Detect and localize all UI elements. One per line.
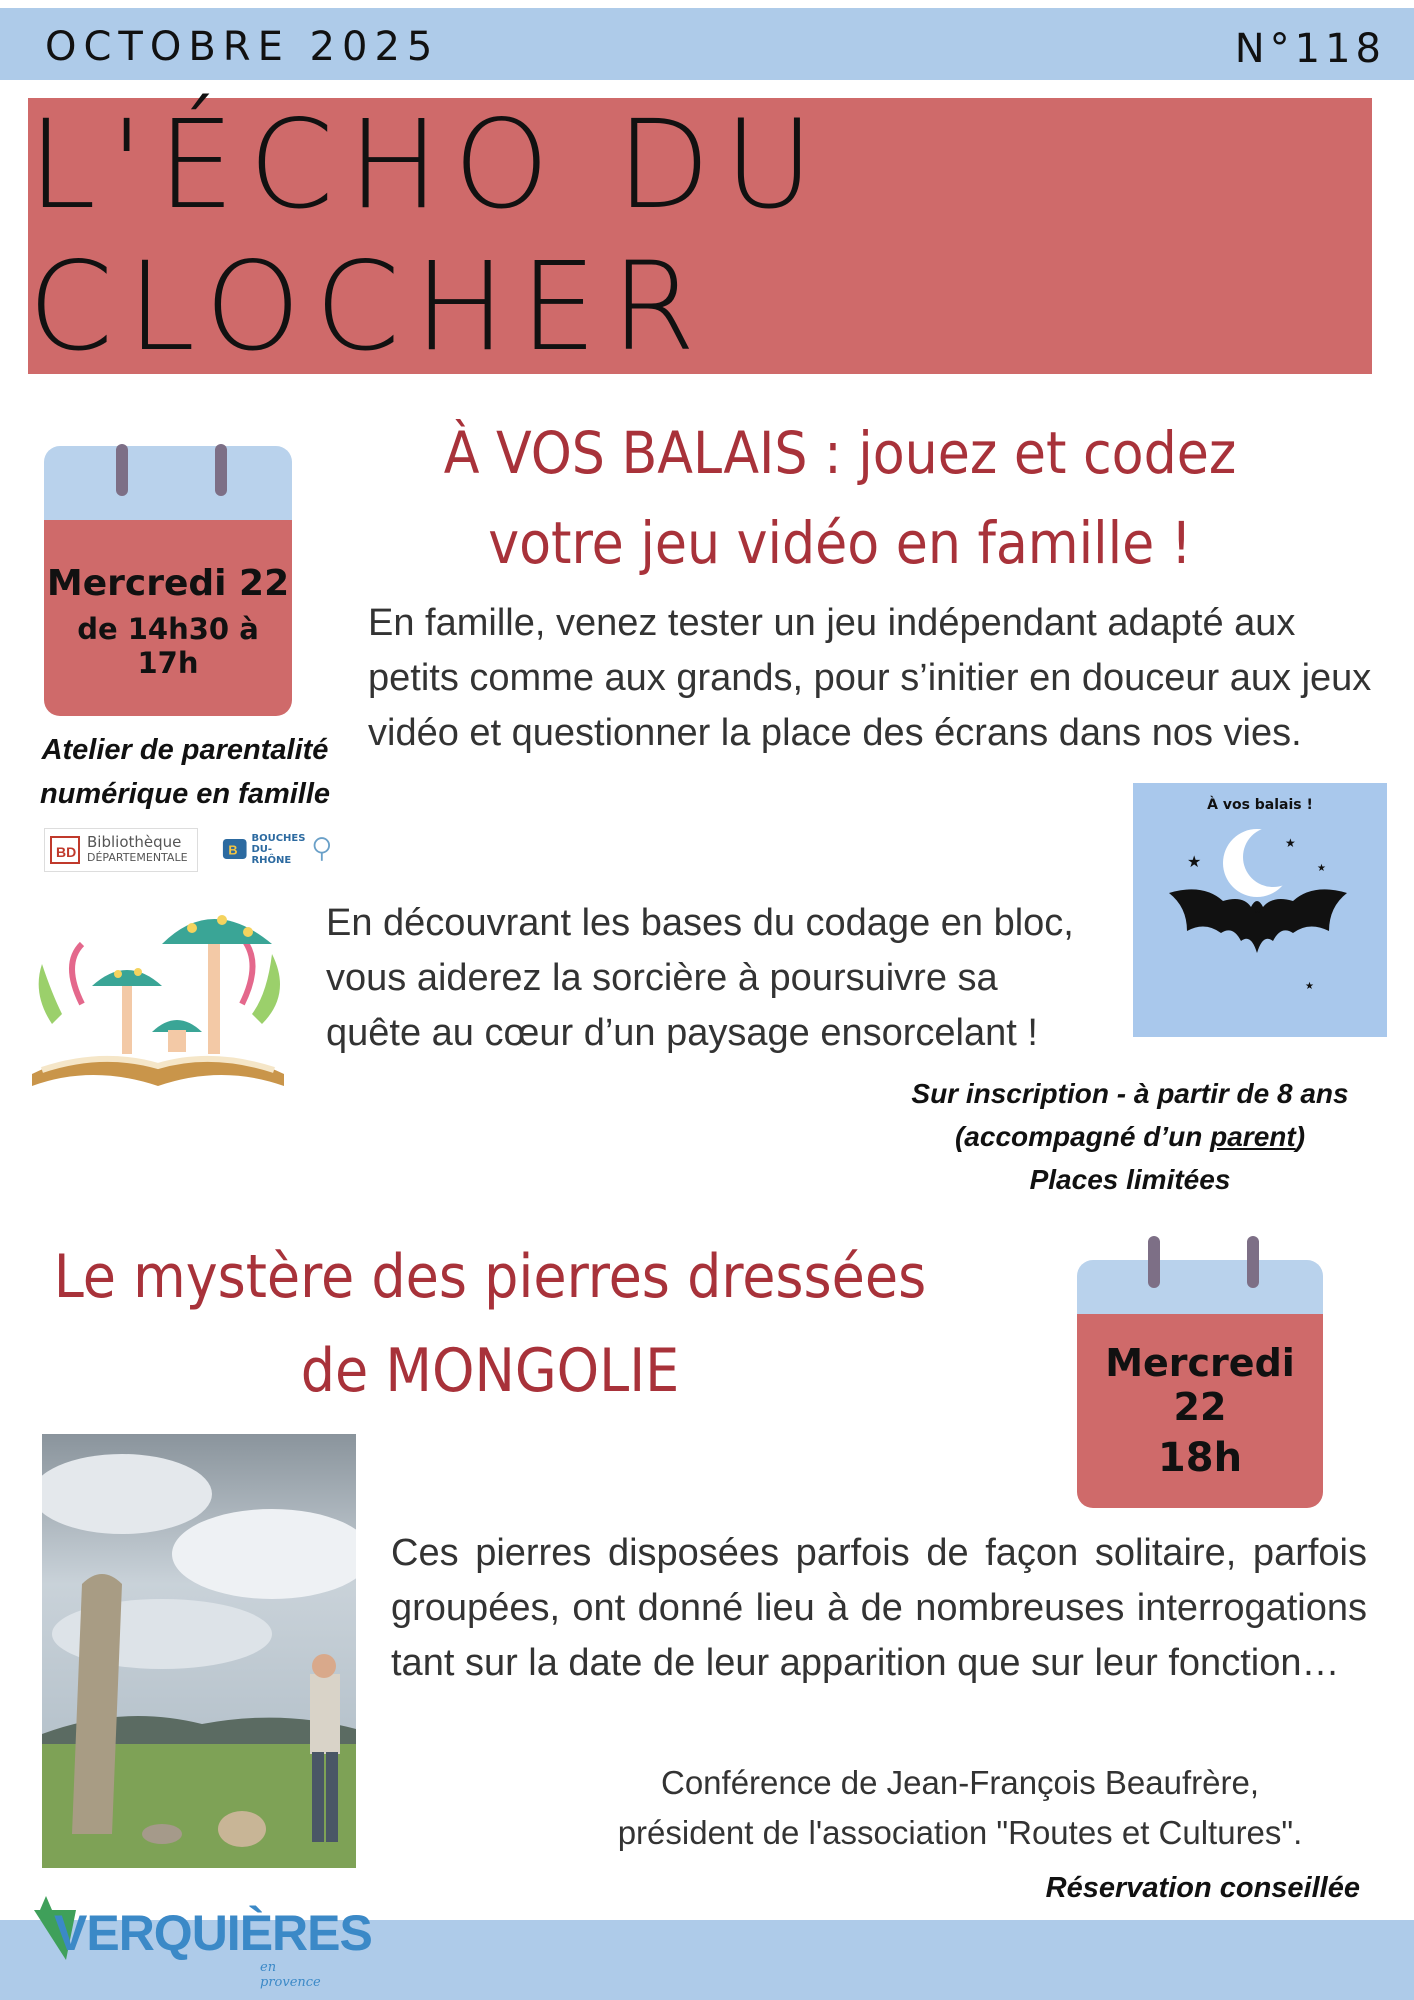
registration-line: Places limitées bbox=[1029, 1164, 1231, 1195]
calendar-icon bbox=[44, 446, 292, 716]
registration-info bbox=[860, 1072, 1400, 1201]
logo-departement bbox=[222, 832, 334, 866]
registration-line: Sur inscription - à partir de 8 ans bbox=[911, 1078, 1349, 1109]
subtitle-line: Atelier de parentalité bbox=[41, 734, 329, 766]
event2-title bbox=[30, 1230, 950, 1418]
registration-text: (accompagné d’un bbox=[954, 1121, 1211, 1152]
calendar-time: de 14h30 à 17h bbox=[77, 611, 259, 680]
standing-stone-photo bbox=[42, 1434, 356, 1868]
subtitle-line: numérique en famille bbox=[39, 778, 331, 810]
library-icon bbox=[49, 833, 83, 867]
registration-text: ) bbox=[1295, 1121, 1306, 1152]
workshop-subtitle bbox=[20, 728, 350, 816]
text-line: quête au cœur d’un paysage ensorcelant ! bbox=[326, 1012, 1038, 1054]
event2-description: Ces pierres disposées parfois de façon solitaire, parfois groupées, ont donné lieu à de nombreuses interrogations tant sur la date de leur apparition que sur leur fonction… bbox=[391, 1532, 1367, 1684]
calendar-ring-left bbox=[1148, 1236, 1160, 1288]
logo-wordmark: VERQUIÈRES bbox=[54, 1905, 372, 1961]
mushroom-book-illustration bbox=[22, 904, 294, 1094]
svg-text:★: ★ bbox=[1285, 836, 1296, 850]
event1-title bbox=[340, 408, 1340, 588]
calendar-icon bbox=[1077, 1260, 1323, 1508]
svg-text:★: ★ bbox=[1187, 852, 1202, 871]
logo-text: DU-RHÔNE bbox=[251, 843, 292, 866]
svg-text:★: ★ bbox=[1317, 863, 1326, 874]
event1-coding-description bbox=[326, 896, 1126, 1061]
logo-tagline: en provence bbox=[260, 1960, 321, 1990]
game-cover-image bbox=[1133, 783, 1387, 1037]
logo-bibliotheque bbox=[44, 828, 198, 872]
speaker-line: Conférence de Jean-François Beaufrère, bbox=[661, 1764, 1259, 1801]
mushroom-icon bbox=[22, 904, 294, 1094]
svg-text:BD: BD bbox=[56, 844, 77, 860]
svg-text:★: ★ bbox=[1305, 981, 1314, 992]
speaker-line: président de l'association "Routes et Cultures". bbox=[617, 1814, 1303, 1851]
calendar-day: Mercredi 22 bbox=[1105, 1341, 1295, 1429]
speaker-info bbox=[560, 1758, 1360, 1858]
logo-text: DÉPARTEMENTALE bbox=[87, 851, 188, 864]
calendar-time: 18h bbox=[1157, 1435, 1243, 1481]
event1-description: En famille, venez tester un jeu indépendant adapté aux petits comme aux grands, pour s’initier en douceur aux jeux vidéo et questionner la place des écrans dans nos vies. bbox=[368, 602, 1372, 754]
landscape-photo-icon bbox=[42, 1434, 356, 1868]
logo-text: BOUCHES bbox=[251, 832, 306, 844]
event2-title-line: Le mystère des pierres dressées bbox=[53, 1242, 927, 1312]
bat-moon-icon bbox=[1133, 783, 1387, 1037]
svg-text:★: ★ bbox=[1253, 905, 1262, 916]
newsletter-title: L'ÉCHO DU CLOCHER bbox=[28, 94, 828, 378]
calendar-ring-right bbox=[215, 444, 227, 496]
calendar-day: Mercredi 22 bbox=[46, 562, 290, 604]
text-line: vous aiderez la sorcière à poursuivre sa bbox=[326, 957, 998, 999]
calendar-ring-left bbox=[116, 444, 128, 496]
event2-title-line: de MONGOLIE bbox=[300, 1336, 680, 1406]
reservation-note: Réservation conseillée bbox=[1045, 1872, 1360, 1904]
departement-icon bbox=[222, 835, 247, 863]
issue-number: N°118 bbox=[1234, 26, 1386, 72]
registration-line bbox=[860, 1115, 1400, 1158]
logo-text: Bibliothèque bbox=[87, 833, 182, 851]
issue-date: OCTOBRE 2025 bbox=[45, 24, 440, 70]
event1-title-line: votre jeu vidéo en famille ! bbox=[488, 509, 1192, 577]
verquieres-logo bbox=[26, 1890, 372, 1990]
game-cover-caption: À vos balais ! bbox=[1207, 797, 1313, 813]
text-line: En découvrant les bases du codage en bloc, bbox=[326, 902, 1074, 944]
event1-title-line: À VOS BALAIS : jouez et codez bbox=[443, 419, 1237, 487]
tree-icon bbox=[310, 835, 334, 863]
svg-text:B: B bbox=[228, 842, 238, 858]
calendar-ring-right bbox=[1247, 1236, 1259, 1288]
parent-underline: parent bbox=[1210, 1121, 1296, 1152]
